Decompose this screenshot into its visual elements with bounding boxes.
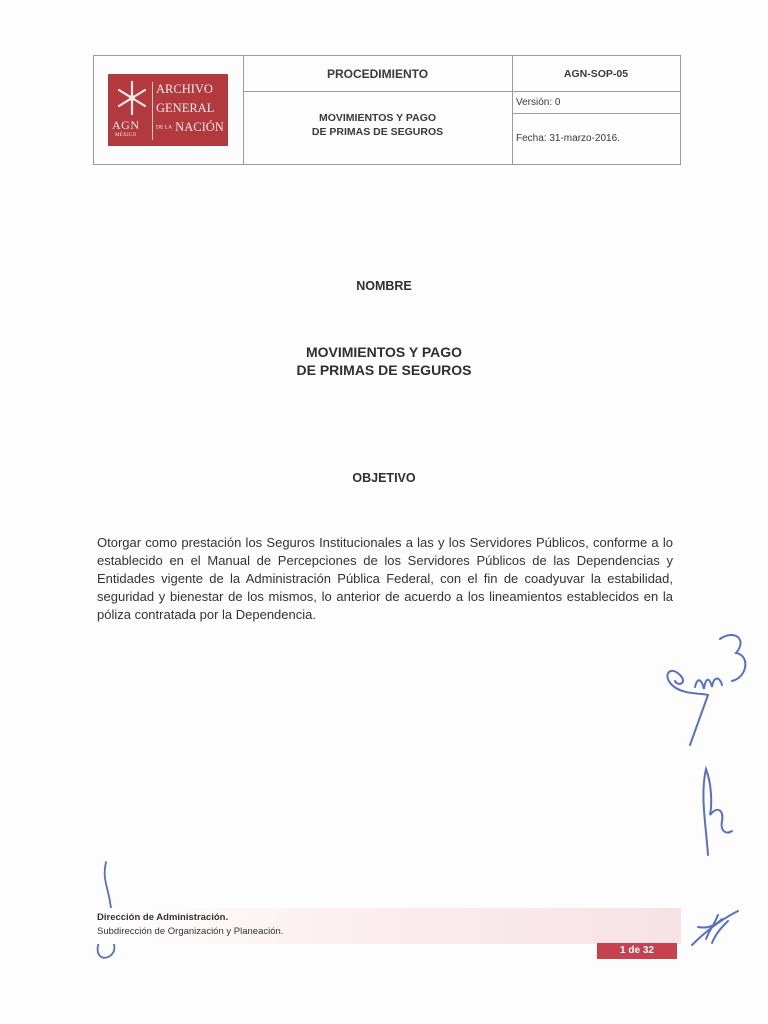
document-date: Fecha: 31-marzo-2016. — [516, 133, 620, 144]
document-version: Versión: 0 — [512, 92, 680, 114]
logo-line1: ARCHIVO — [156, 82, 213, 96]
logo-cell — [94, 56, 244, 164]
logo-mexico-text: MÉXICO — [115, 133, 137, 138]
objetivo-heading: OBJETIVO — [352, 471, 416, 485]
signature-scribble-2 — [690, 765, 750, 865]
procedure-name-line2: DE PRIMAS DE SEGUROS — [311, 126, 444, 138]
footer-direction: Dirección de Administración. — [97, 912, 229, 923]
logo-line3-main: NACIÓN — [175, 120, 224, 134]
logo-line3-small: DE LA — [156, 124, 173, 131]
signature-scribble-1 — [650, 625, 750, 755]
meta-cell — [512, 56, 680, 164]
document-code: AGN-SOP-05 — [512, 56, 680, 92]
agn-logo — [108, 74, 228, 146]
objetivo-body: Otorgar como prestación los Seguros Institucionales a las y los Servidores Públicos, conforme a lo establecido en el Manual de Percepciones de los Servidores Públicos de las Dependencias y Entidades vigente de la Administración Pública Federal, con el fin de coadyuvar la estabilidad, seguridad y bienestar de los mismos, lo anterior de acuerdo a los lineamientos establecidos en la póliza contratada por la Dependencia. — [97, 535, 673, 622]
nombre-heading: NOMBRE — [356, 279, 412, 293]
procedure-name — [243, 111, 512, 139]
signature-scribble-3 — [688, 905, 743, 950]
logo-divider — [152, 82, 153, 140]
header-table — [93, 55, 681, 165]
nombre-line2: DE PRIMAS DE SEGUROS — [296, 362, 472, 378]
procedure-label: PROCEDIMIENTO — [243, 56, 512, 92]
footer-subdirection: Subdirección de Organización y Planeación. — [97, 926, 284, 937]
logo-line2: GENERAL — [156, 101, 215, 115]
logo-line3 — [156, 118, 224, 138]
procedure-name-line1: MOVIMIENTOS Y PAGO — [318, 112, 437, 124]
nombre-line1: MOVIMIENTOS Y PAGO — [305, 344, 463, 360]
star-emblem-icon — [114, 78, 150, 118]
title-cell — [243, 56, 513, 164]
nombre-value — [0, 343, 768, 379]
page-number-badge: 1 de 32 — [597, 943, 677, 959]
logo-wordmark — [156, 80, 224, 138]
logo-agn-text: AGN — [112, 118, 140, 132]
